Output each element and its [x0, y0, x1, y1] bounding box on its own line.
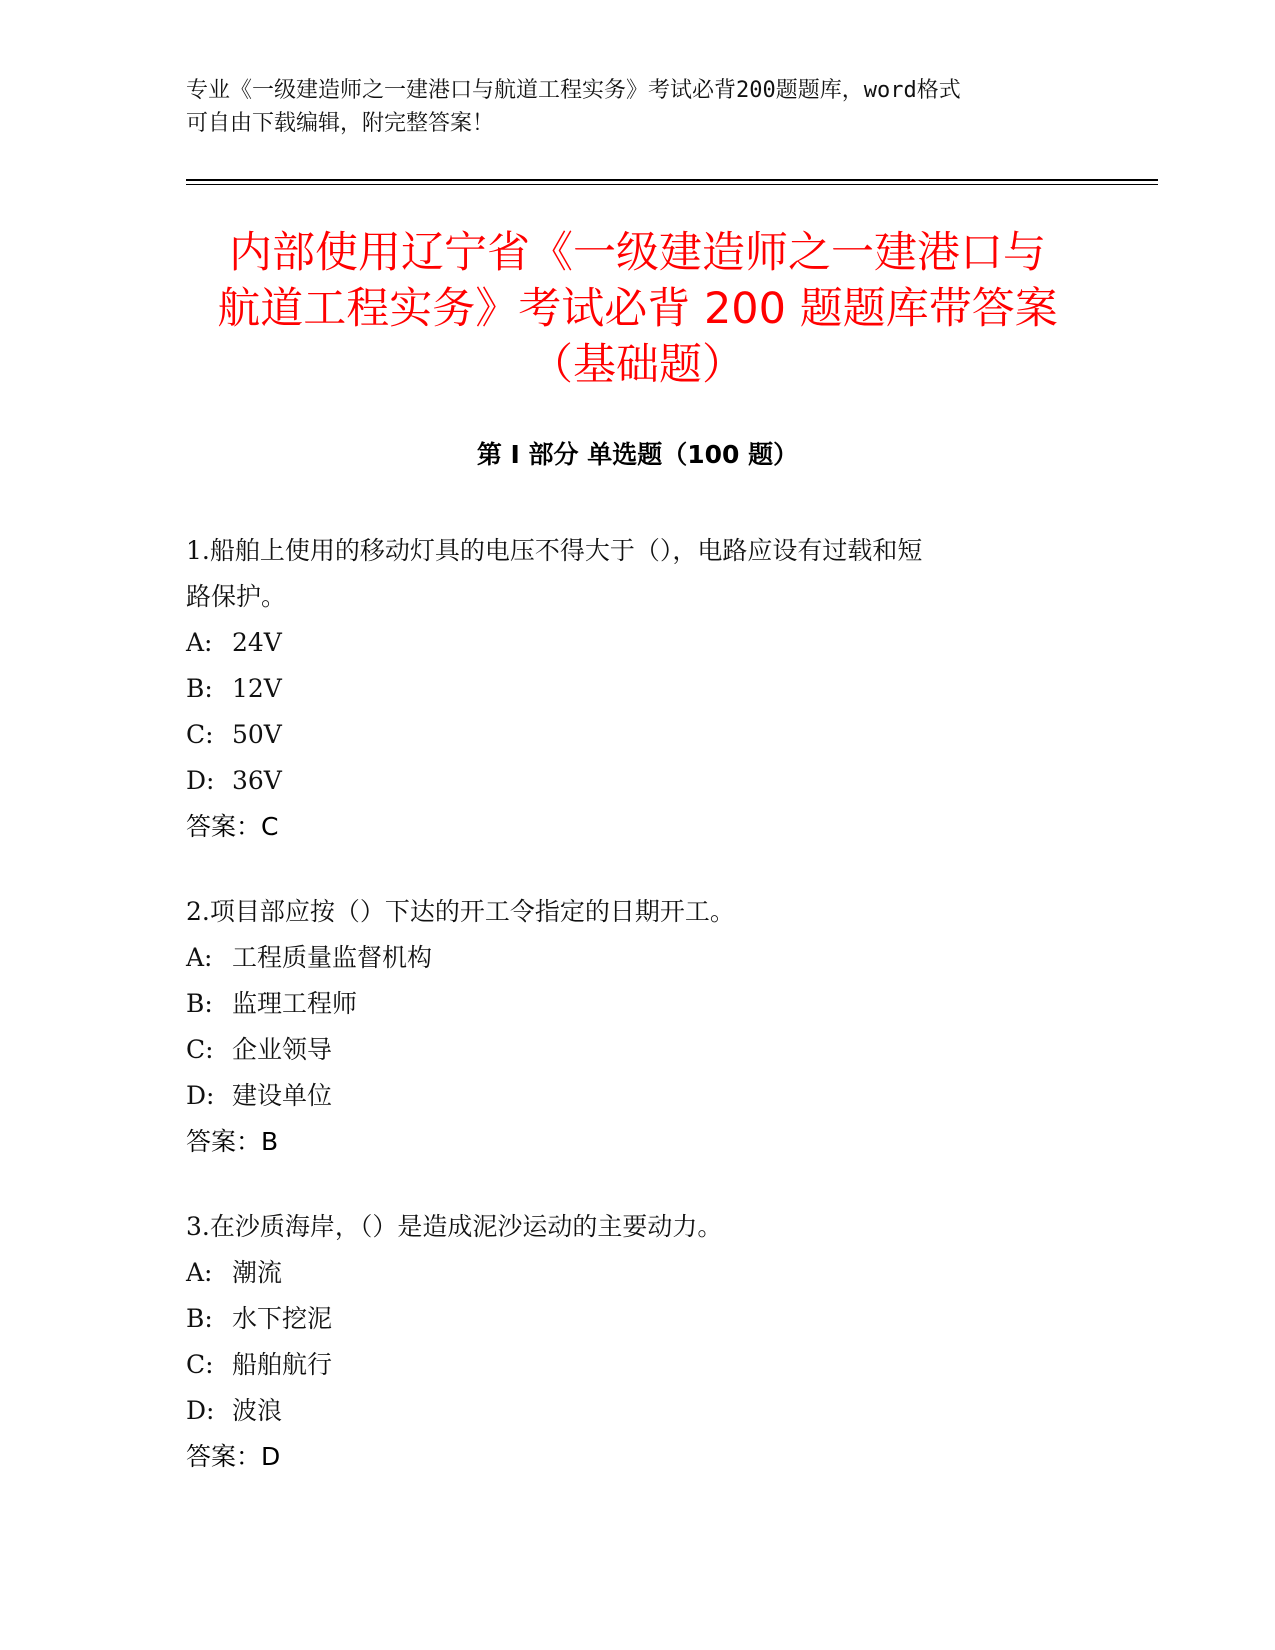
option-text: 潮流	[232, 1258, 283, 1287]
question-stem-line: 1.船舶上使用的移动灯具的电压不得大于（），电路应设有过载和短	[186, 536, 923, 565]
option-key: D:	[186, 1081, 215, 1110]
question-3	[186, 1204, 1086, 1480]
question-stem-line: 3.在沙质海岸，（）是造成泥沙运动的主要动力。	[186, 1212, 723, 1241]
document-title-line-3: （基础题）	[530, 340, 745, 390]
question-stem	[186, 1204, 1086, 1250]
header-note-line-1: 专业《一级建造师之一建港口与航道工程实务》考试必背200题题库，word格式	[186, 78, 961, 103]
option-text: 工程质量监督机构	[232, 943, 433, 972]
header-note-line-2: 可自由下载编辑，附完整答案！	[186, 111, 495, 136]
option-text: 水下挖泥	[232, 1304, 333, 1333]
option-text: 波浪	[232, 1396, 283, 1425]
option-b	[186, 1296, 1086, 1342]
answer-line: 答案：D	[186, 1442, 281, 1471]
option-key: A:	[186, 943, 213, 972]
option-key: C:	[186, 1035, 214, 1064]
option-text: 企业领导	[232, 1035, 333, 1064]
question-stem-line: 2.项目部应按（）下达的开工令指定的日期开工。	[186, 897, 735, 926]
option-c	[186, 1027, 1086, 1073]
question-stem	[186, 528, 1086, 620]
option-text: 建设单位	[232, 1081, 333, 1110]
option-key: B:	[186, 1304, 213, 1333]
header-note	[186, 74, 1086, 140]
question-stem	[186, 889, 1086, 935]
question-list	[186, 528, 1086, 1519]
header-rule-thin	[186, 184, 1158, 185]
option-text: 监理工程师	[232, 989, 358, 1018]
option-text: 36V	[232, 766, 282, 795]
option-key: D:	[186, 766, 215, 795]
option-a	[186, 1250, 1086, 1296]
option-a	[186, 935, 1086, 981]
option-key: D:	[186, 1396, 215, 1425]
header-rule-thick	[186, 179, 1158, 181]
question-1	[186, 528, 1086, 850]
answer-line: 答案：C	[186, 812, 279, 841]
option-text: 12V	[232, 674, 282, 703]
option-key: A:	[186, 628, 213, 657]
option-key: A:	[186, 1258, 213, 1287]
question-2	[186, 889, 1086, 1165]
option-c	[186, 712, 1086, 758]
option-key: C:	[186, 720, 214, 749]
option-key: B:	[186, 989, 213, 1018]
option-b	[186, 666, 1086, 712]
option-c	[186, 1342, 1086, 1388]
document-title-line-1: 内部使用辽宁省《一级建造师之一建港口与	[229, 228, 1046, 278]
option-d	[186, 1388, 1086, 1434]
option-d	[186, 1073, 1086, 1119]
answer-line: 答案：B	[186, 1127, 279, 1156]
document-title	[160, 225, 1115, 393]
option-text: 24V	[232, 628, 282, 657]
option-text: 50V	[232, 720, 282, 749]
question-stem-line: 路保护。	[186, 582, 287, 611]
section-title: 第 I 部分 单选题（100 题）	[476, 440, 799, 469]
document-title-line-2: 航道工程实务》考试必背 200 题题库带答案	[217, 284, 1058, 334]
option-a	[186, 620, 1086, 666]
option-key: B:	[186, 674, 213, 703]
option-d	[186, 758, 1086, 804]
option-text: 船舶航行	[232, 1350, 333, 1379]
option-key: C:	[186, 1350, 214, 1379]
option-b	[186, 981, 1086, 1027]
